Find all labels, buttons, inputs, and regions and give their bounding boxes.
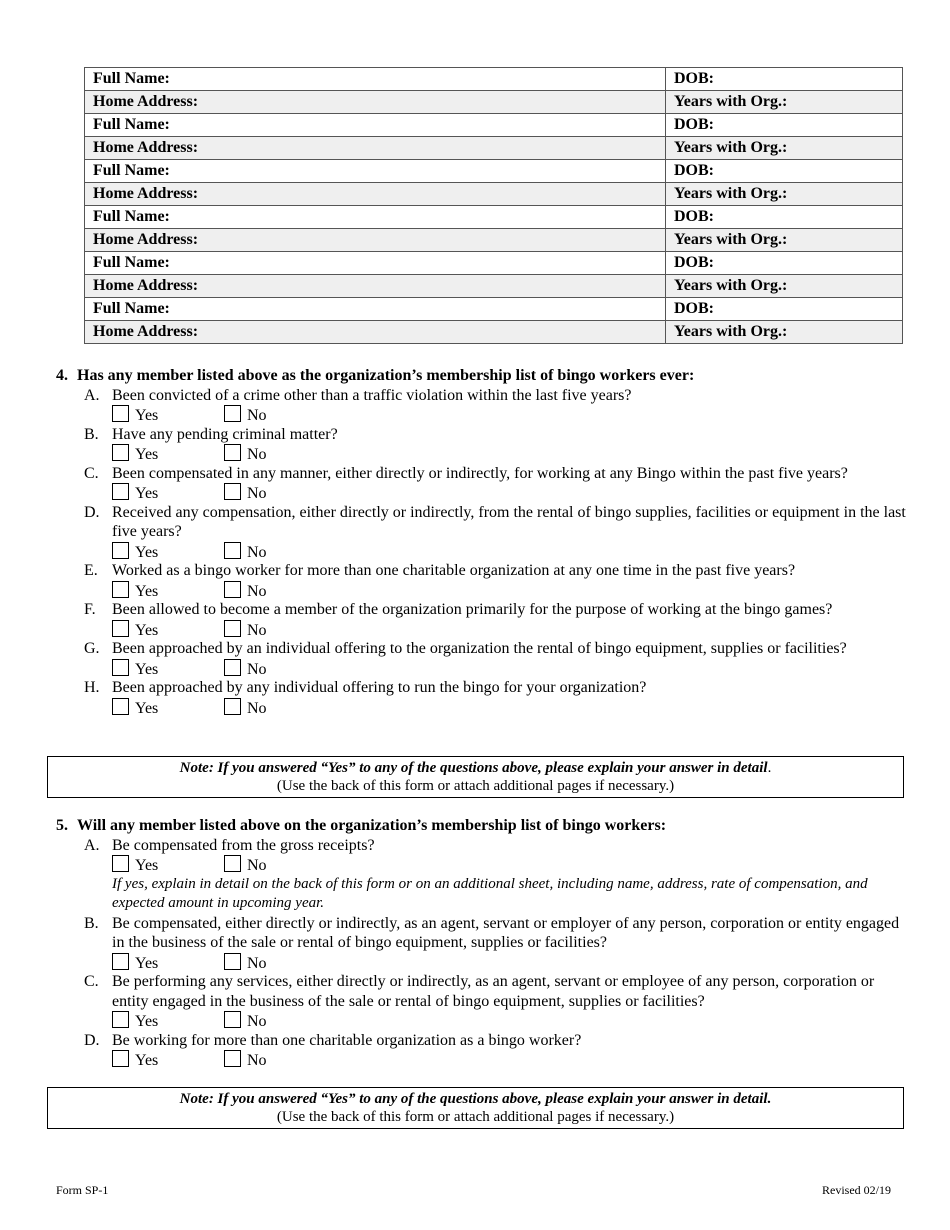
note-sub: (Use the back of this form or attach additional pages if necessary.) [276, 1109, 675, 1125]
question-4b [56, 425, 906, 445]
full-name-field[interactable]: Full Name: [85, 160, 666, 183]
checkbox-icon [224, 855, 241, 872]
checkbox-icon [112, 483, 129, 500]
section-4 [56, 366, 906, 717]
no-checkbox[interactable] [224, 698, 267, 719]
dob-field[interactable]: DOB: [666, 298, 903, 321]
checkbox-icon [224, 444, 241, 461]
yes-checkbox[interactable] [112, 444, 158, 465]
checkbox-icon [112, 698, 129, 715]
no-label: No [247, 1052, 267, 1069]
question-letter: D. [84, 503, 100, 521]
full-name-field[interactable]: Full Name: [85, 68, 666, 91]
note-main [48, 759, 903, 777]
full-name-field[interactable]: Full Name: [85, 114, 666, 137]
table-row [85, 114, 903, 137]
no-checkbox[interactable] [224, 620, 267, 641]
yes-checkbox[interactable] [112, 405, 158, 426]
checkbox-icon [224, 953, 241, 970]
checkbox-icon [224, 581, 241, 598]
question-text: Been approached by any individual offering to run the bingo for your organization? [112, 679, 647, 696]
question-text: Been compensated in any manner, either directly or indirectly, for working at any Bingo within the past five years? [112, 464, 848, 482]
checkbox-icon [224, 698, 241, 715]
yes-label: Yes [135, 407, 159, 424]
no-checkbox[interactable] [224, 405, 267, 426]
no-label: No [247, 954, 267, 972]
answer-row [56, 405, 906, 425]
question-letter: G. [84, 640, 100, 657]
no-label: No [247, 543, 267, 561]
question-4a [56, 386, 906, 406]
years-with-org-field[interactable]: Years with Org.: [666, 183, 903, 206]
no-checkbox[interactable] [224, 855, 267, 876]
yes-label: Yes [135, 1052, 159, 1069]
members-table [84, 67, 903, 344]
form-number: Form SP-1 [56, 1183, 109, 1197]
yes-checkbox[interactable] [112, 620, 158, 641]
question-letter: C. [84, 464, 99, 482]
section-number: 5. [56, 817, 68, 834]
home-address-field[interactable]: Home Address: [85, 91, 666, 114]
section-number: 4. [56, 367, 68, 384]
question-text: Be working for more than one charitable organization as a bingo worker? [112, 1031, 582, 1049]
no-checkbox[interactable] [224, 581, 267, 602]
yes-checkbox[interactable] [112, 1011, 158, 1032]
question-letter: D. [84, 1031, 100, 1049]
yes-label: Yes [135, 660, 159, 678]
section-4-heading [56, 366, 906, 386]
full-name-field[interactable]: Full Name: [85, 252, 666, 275]
checkbox-icon [224, 1050, 241, 1067]
yes-checkbox[interactable] [112, 855, 158, 876]
answer-row [56, 855, 906, 875]
home-address-field[interactable]: Home Address: [85, 183, 666, 206]
answer-row [56, 1011, 906, 1031]
checkbox-icon [112, 542, 129, 559]
yes-checkbox[interactable] [112, 542, 158, 563]
table-row [85, 183, 903, 206]
note-box [47, 1087, 904, 1129]
checkbox-icon [224, 405, 241, 422]
note-box [47, 756, 904, 798]
section-heading-text: Has any member listed above as the organization’s membership list of bingo workers ever: [77, 367, 695, 384]
checkbox-icon [112, 405, 129, 422]
question-letter: B. [84, 914, 99, 932]
table-row [85, 229, 903, 252]
explain-instruction: If yes, explain in detail on the back of this form or on an additional sheet, including name, address, rate of compensation, and expected amount in upcoming year. [112, 875, 868, 911]
checkbox-icon [112, 444, 129, 461]
table-row [85, 252, 903, 275]
no-label: No [247, 621, 267, 639]
full-name-field[interactable]: Full Name: [85, 206, 666, 229]
question-letter: A. [84, 386, 100, 404]
dob-field[interactable]: DOB: [666, 206, 903, 229]
checkbox-icon [112, 855, 129, 872]
yes-checkbox[interactable] [112, 483, 158, 504]
home-address-field[interactable]: Home Address: [85, 137, 666, 160]
answer-row [56, 542, 906, 562]
section-5 [56, 816, 906, 1070]
question-5a [56, 836, 906, 856]
home-address-field[interactable]: Home Address: [85, 321, 666, 344]
question-4c [56, 464, 906, 484]
question-text: Worked as a bingo worker for more than one charitable organization at any one time in the past five years? [112, 562, 796, 579]
no-checkbox[interactable] [224, 483, 267, 504]
question-letter: C. [84, 973, 99, 990]
yes-label: Yes [135, 485, 159, 502]
question-text: Be compensated from the gross receipts? [112, 836, 375, 854]
checkbox-icon [224, 659, 241, 676]
home-address-field[interactable]: Home Address: [85, 275, 666, 298]
question-text: Be compensated, either directly or indirectly, as an agent, servant or employer of any person, corporation or entity engaged in the business of the sale or rental of bingo equipment, supplies or facilities? [112, 914, 900, 951]
dob-field[interactable]: DOB: [666, 160, 903, 183]
dob-field[interactable]: DOB: [666, 252, 903, 275]
answer-row [56, 659, 906, 679]
question-letter: H. [84, 679, 100, 696]
no-checkbox[interactable] [224, 659, 267, 680]
question-text: Received any compensation, either directly or indirectly, from the rental of bingo supplies, facilities or equipment in the last five years? [112, 503, 906, 540]
checkbox-icon [224, 1011, 241, 1028]
checkbox-icon [112, 953, 129, 970]
question-text: Been approached by an individual offering to the organization the rental of bingo equipment, supplies or facilities? [112, 640, 847, 657]
answer-row [56, 620, 906, 640]
question-5d [56, 1031, 906, 1051]
dob-field[interactable]: DOB: [666, 68, 903, 91]
full-name-field[interactable]: Full Name: [85, 298, 666, 321]
home-address-field[interactable]: Home Address: [85, 229, 666, 252]
table-row [85, 206, 903, 229]
years-with-org-field[interactable]: Years with Org.: [666, 137, 903, 160]
yes-label: Yes [135, 857, 159, 874]
checkbox-icon [112, 1011, 129, 1028]
checkbox-icon [112, 1050, 129, 1067]
checkbox-icon [112, 620, 129, 637]
checkbox-icon [112, 659, 129, 676]
no-label: No [247, 660, 267, 678]
question-letter: E. [84, 562, 98, 579]
question-letter: F. [84, 601, 96, 618]
no-label: No [247, 407, 267, 424]
table-row [85, 68, 903, 91]
table-row [85, 160, 903, 183]
no-label: No [247, 699, 267, 717]
yes-label: Yes [135, 446, 159, 463]
explain-row [56, 875, 906, 914]
question-letter: B. [84, 425, 99, 443]
table-row [85, 137, 903, 160]
note-main-text: Note: If you answered “Yes” to any of the questions above, please explain your answer in detail [179, 760, 768, 776]
question-4g [56, 639, 906, 659]
yes-checkbox[interactable] [112, 659, 158, 680]
yes-label: Yes [135, 954, 159, 972]
no-label: No [247, 1013, 267, 1030]
checkbox-icon [224, 542, 241, 559]
question-4f [56, 600, 906, 620]
question-letter: A. [84, 836, 100, 854]
yes-label: Yes [135, 1013, 159, 1030]
answer-row [56, 444, 906, 464]
no-checkbox[interactable] [224, 542, 267, 563]
question-4e [56, 561, 906, 581]
question-text: Been convicted of a crime other than a traffic violation within the last five years? [112, 386, 632, 404]
years-with-org-field[interactable]: Years with Org.: [666, 91, 903, 114]
section-heading-text: Will any member listed above on the organization’s membership list of bingo workers: [77, 817, 667, 834]
no-label: No [247, 485, 267, 502]
question-text: Have any pending criminal matter? [112, 425, 338, 443]
answer-row [56, 483, 906, 503]
table-row [85, 275, 903, 298]
table-row [85, 91, 903, 114]
note-main-text: Note: If you answered “Yes” to any of the questions above, please explain your answer in detail. [179, 1091, 772, 1107]
answer-row [56, 581, 906, 601]
question-text: Be performing any services, either directly or indirectly, as an agent, servant or employee of any person, corporation or entity engaged in the business of the sale or rental of bingo equipment, supplies or facilities? [112, 973, 875, 1010]
yes-label: Yes [135, 582, 159, 600]
no-checkbox[interactable] [224, 953, 267, 974]
checkbox-icon [224, 620, 241, 637]
question-4h [56, 678, 906, 698]
no-label: No [247, 857, 267, 874]
revision-date: Revised 02/19 [822, 1183, 891, 1197]
answer-row [56, 953, 906, 973]
yes-checkbox[interactable] [112, 1050, 158, 1071]
answer-row [56, 698, 906, 718]
section-5-heading [56, 816, 906, 836]
question-4d [56, 503, 906, 542]
yes-checkbox[interactable] [112, 953, 158, 974]
question-text: Been allowed to become a member of the organization primarily for the purpose of working at the bingo games? [112, 601, 833, 618]
table-row [85, 321, 903, 344]
question-5c [56, 972, 906, 1011]
no-checkbox[interactable] [224, 444, 267, 465]
years-with-org-field[interactable]: Years with Org.: [666, 321, 903, 344]
answer-row [56, 1050, 906, 1070]
yes-checkbox[interactable] [112, 698, 158, 719]
no-checkbox[interactable] [224, 1050, 267, 1071]
yes-label: Yes [135, 543, 159, 561]
dob-field[interactable]: DOB: [666, 114, 903, 137]
checkbox-icon [224, 483, 241, 500]
no-label: No [247, 582, 267, 600]
note-sub: (Use the back of this form or attach additional pages if necessary.) [276, 778, 675, 794]
yes-label: Yes [135, 699, 159, 717]
table-row [85, 298, 903, 321]
yes-checkbox[interactable] [112, 581, 158, 602]
question-5b [56, 914, 906, 953]
no-label: No [247, 446, 267, 463]
no-checkbox[interactable] [224, 1011, 267, 1032]
yes-label: Yes [135, 621, 159, 639]
checkbox-icon [112, 581, 129, 598]
years-with-org-field[interactable]: Years with Org.: [666, 275, 903, 298]
years-with-org-field[interactable]: Years with Org.: [666, 229, 903, 252]
note-period: . [767, 760, 772, 776]
